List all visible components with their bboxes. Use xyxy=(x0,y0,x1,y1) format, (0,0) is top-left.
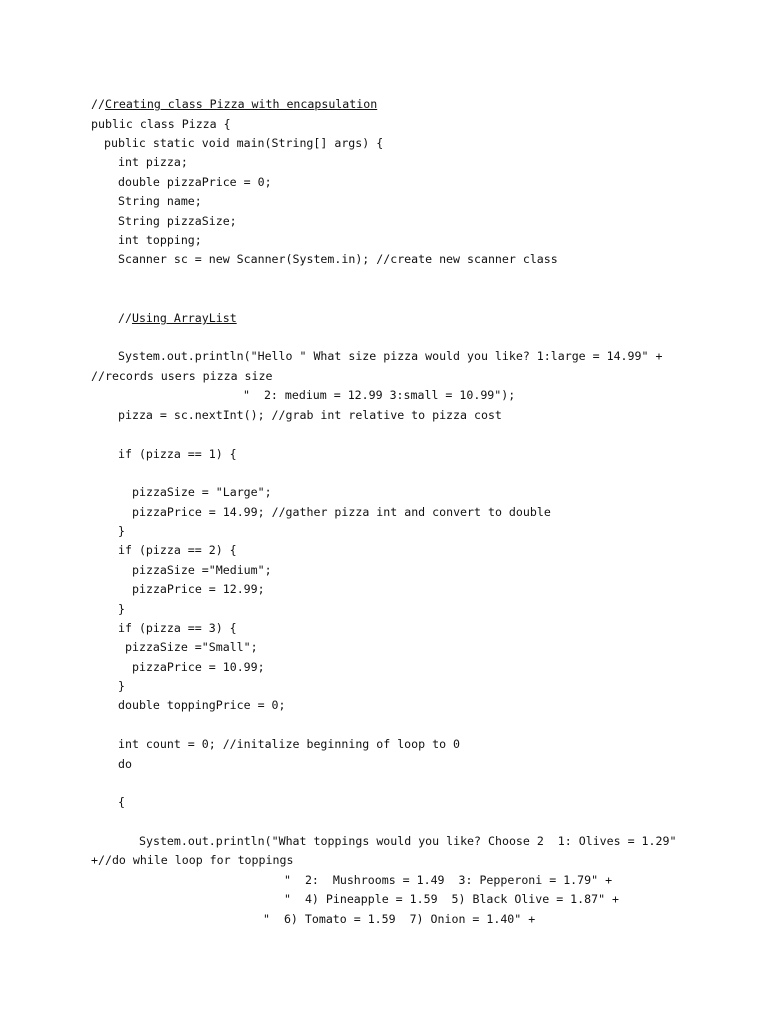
code-line: " 4) Pineapple = 1.59 5) Black Olive = 1.87" + xyxy=(284,892,620,906)
code-line: int count = 0; //initalize beginning of loop to 0 xyxy=(118,737,461,751)
code-line: pizzaPrice = 12.99; xyxy=(132,582,265,596)
code-line: if (pizza == 3) { xyxy=(118,621,237,635)
comment-prefix: // xyxy=(91,97,105,111)
code-line: double toppingPrice = 0; xyxy=(118,698,286,712)
code-line: " 6) Tomato = 1.59 7) Onion = 1.40" + xyxy=(263,912,536,926)
code-line: public static void main(String[] args) { xyxy=(104,136,384,150)
code-line: " 2: Mushrooms = 1.49 3: Pepperoni = 1.79" + xyxy=(284,873,613,887)
code-line: //records users pizza size xyxy=(91,369,273,383)
code-line: String name; xyxy=(118,194,202,208)
code-line: do xyxy=(118,757,132,771)
code-line: int pizza; xyxy=(118,155,188,169)
code-line: pizza = sc.nextInt(); //grab int relative to pizza cost xyxy=(118,408,502,422)
comment-prefix: // xyxy=(118,311,132,325)
code-line: System.out.println("Hello " What size pizza would you like? 1:large = 14.99" + xyxy=(118,349,663,363)
code-line: if (pizza == 2) { xyxy=(118,543,237,557)
code-line: System.out.println("What toppings would you like? Choose 2 1: Olives = 1.29" xyxy=(139,834,677,848)
code-line: pizzaPrice = 10.99; xyxy=(132,660,265,674)
code-line: pizzaSize ="Small"; xyxy=(125,640,258,654)
code-line: public class Pizza { xyxy=(91,117,231,131)
code-line: pizzaSize ="Medium"; xyxy=(132,563,272,577)
code-line: } xyxy=(118,679,125,693)
code-line: pizzaPrice = 14.99; //gather pizza int and convert to double xyxy=(132,505,551,519)
code-line: int topping; xyxy=(118,233,202,247)
underlined-comment: Using ArrayList xyxy=(131,311,237,325)
code-line: " 2: medium = 12.99 3:small = 10.99"); xyxy=(243,388,516,402)
underlined-comment: Creating class Pizza with encapsulation xyxy=(104,97,378,111)
code-line: +//do while loop for toppings xyxy=(91,853,294,867)
code-line: pizzaSize = "Large"; xyxy=(132,485,272,499)
code-line: double pizzaPrice = 0; xyxy=(118,175,272,189)
code-line: Scanner sc = new Scanner(System.in); //create new scanner class xyxy=(118,252,558,266)
code-line: { xyxy=(118,795,125,809)
comment-line xyxy=(91,97,377,111)
code-line: } xyxy=(118,602,125,616)
code-line: if (pizza == 1) { xyxy=(118,447,237,461)
comment-line xyxy=(118,311,237,325)
code-line: String pizzaSize; xyxy=(118,214,237,228)
code-line: } xyxy=(118,524,125,538)
